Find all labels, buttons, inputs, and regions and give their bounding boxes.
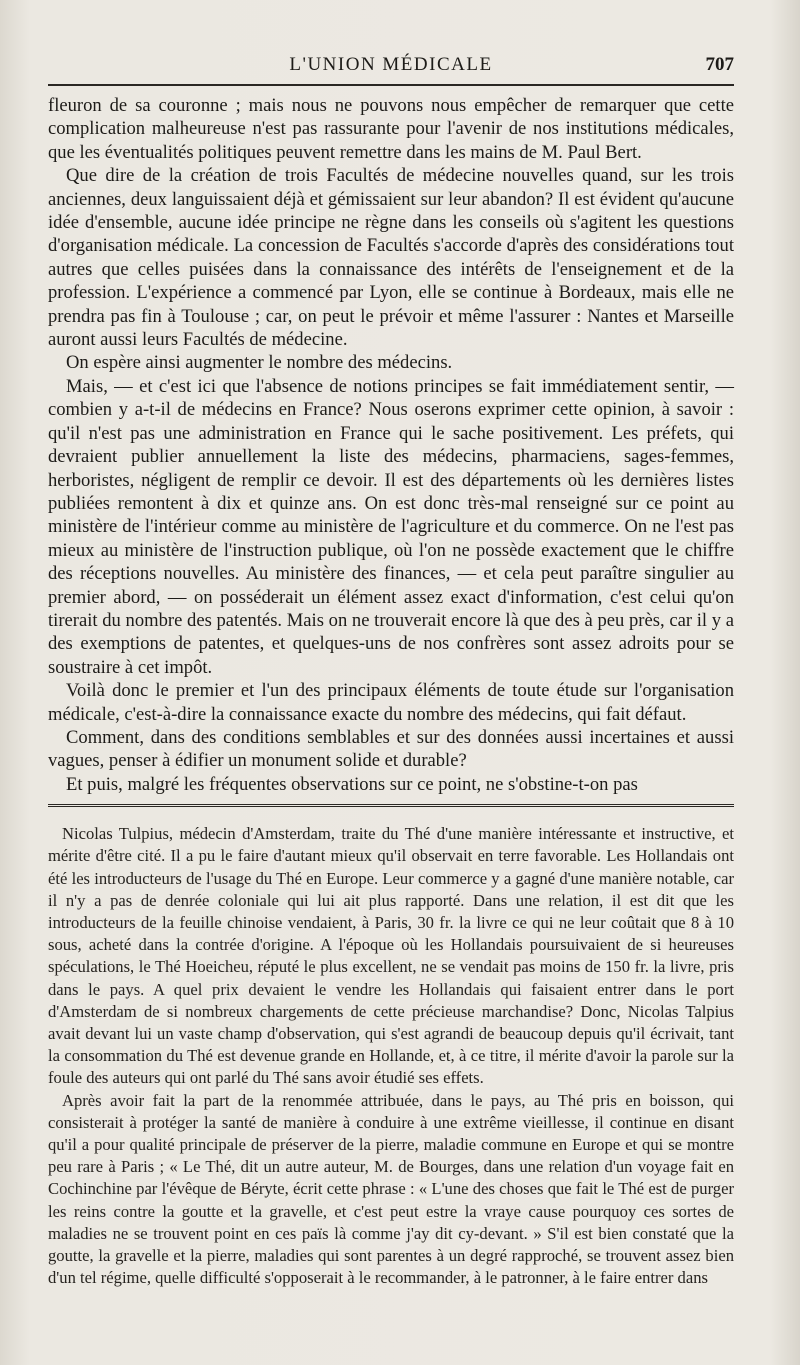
main-text: [48, 94, 734, 796]
running-title: L'UNION MÉDICALE: [289, 54, 493, 75]
feuilleton-text: [48, 823, 734, 1289]
header-rule: [48, 84, 734, 86]
page-number: 707: [705, 54, 734, 75]
note-paragraph: Après avoir fait la part de la renommée attribuée, dans le pays, au Thé pris en boisson, qui consisterait à protéger la santé de manière à conduire à une extrême vieillesse, il continue en disant qu'il a pour qualité principale de préserver de la pierre, maladie commune en Europe et qui se montre peu rare à Paris ; « Le Thé, dit un autre auteur, M. de Bourges, dans une relation d'un voyage fait en Cochinchine par l'évêque de Béryte, écrit cette phrase : « L'une des choses que fait le Thé est de purger les reins contre la goutte et la gravelle, et c'est peut estre la vraye cause pourquoy ces sortes de maladies ne se trouvent point en ces païs là comme j'ay dit cy-devant. » S'il est bien constaté que la goutte, la gravelle et la pierre, maladies qui sont parentes à un degré rapproché, se trouvent assez bien d'un tel régime, quelle difficulté s'opposerait à le recommander, à le patronner, à le faire entrer dans: [48, 1090, 734, 1288]
paragraph: Voilà donc le premier et l'un des principaux éléments de toute étude sur l'organisation médicale, c'est-à-dire la connaissance exacte du nombre des médecins, qui fait défaut.: [48, 680, 734, 725]
paragraph: On espère ainsi augmenter le nombre des médecins.: [66, 352, 453, 374]
paragraph: Et puis, malgré les fréquentes observations sur ce point, ne s'obstine-t-on pas: [66, 773, 638, 795]
note-paragraph: Nicolas Tulpius, médecin d'Amsterdam, traite du Thé d'une manière intéressante et instructive, et mérite d'être cité. Il a pu le faire d'autant mieux qu'il observait en terre favorable. Les Hollandais ont été les introducteurs de l'usage du Thé en Europe. Leur commerce y a gagné d'une manière notable, car il n'y a pas de denrée coloniale qui lui ait plus rapporté. Dans une relation, il est dit que les introducteurs de la feuille chinoise vendaient, à Paris, 30 fr. la livre ce qui ne leur coûtait que 8 à 10 sous, acheté dans la contrée d'origine. A l'époque où les Hollandais poursuivaient de si heureuses spéculations, le Thé Hoeicheu, réputé le plus excellent, ne se vendait pas moins de 150 fr. la livre, pris dans le pays. A quel prix devaient le vendre les Hollandais qui faisaient entrer dans le port d'Amsterdam de si nombreux chargements de cette précieuse marchandise? Donc, Nicolas Talpius avait devant lui un vaste champ d'observation, qui s'est agrandi de beaucoup depuis qu'il écrivait, tant la consommation du Thé est devenue grande en Hollande, et, à ce titre, il mérite d'avoir la parole sur la foule des auteurs qui ont parlé du Thé sans avoir étudié ses effets.: [48, 824, 734, 1088]
paragraph: Comment, dans des conditions semblables et sur des données aussi incertaines et aussi vagues, penser à édifier un monument solide et durable?: [48, 726, 734, 772]
running-head: [48, 50, 734, 84]
paragraph: Que dire de la création de trois Facultés de médecine nouvelles quand, sur les trois anciennes, deux languissaient déjà et gémissaient sur leur abandon? Il est évident qu'aucune idée d'ensemble, aucune idée principe ne règne dans les conseils où s'agitent les questions d'organisation médicale. La concession de Facultés s'accorde d'après des considérations tout autres que celles puisées dans la connaissance des intérêts de l'enseignement et de la profession. L'expérience a commencé par Lyon, elle se continue à Bordeaux, mais elle ne prendra pas fin à Toulouse ; car, on peut le prévoir et même l'assurer : Nantes et Marseille auront aussi leurs Facultés de médecine.: [48, 165, 734, 351]
paragraph: fleuron de sa couronne ; mais nous ne pouvons nous empêcher de remarquer que cette complication malheureuse n'est pas rassurante pour l'avenir de nos institutions médicales, que les éventualités politiques peuvent remettre dans les mains de M. Paul Bert.: [48, 95, 734, 163]
paragraph: Mais, — et c'est ici que l'absence de notions principes se fait immédiatement sentir, — combien y a-t-il de médecins en France? Nous oserons exprimer cette opinion, à savoir : qu'il n'est pas une administration en France qui le sache positivement. Les préfets, qui devraient publier annuellement la liste des médecins, pharmaciens, sages-femmes, herboristes, négligent de remplir ce devoir. Il est des départements où les dernières listes publiées remontent à dix et quinze ans. On est donc très-mal renseigné sur ce point au ministère de l'intérieur comme au ministère de l'agriculture et du commerce. On ne l'est pas mieux au ministère de l'instruction publique, où l'on ne possède exactement que le chiffre des réceptions nouvelles. Au ministère des finances, — et cela peut paraître singulier au premier abord, — on posséderait un élément assez exact d'information, c'est celui qu'on tirerait du nombre des patentés. Mais on ne trouverait encore là que des à peu près, car il y a des exemptions de patentes, et quelques-uns de nos confrères sont assez adroits pour se soustraire à cet impôt.: [48, 375, 734, 678]
feuilleton-rule: [48, 804, 734, 809]
